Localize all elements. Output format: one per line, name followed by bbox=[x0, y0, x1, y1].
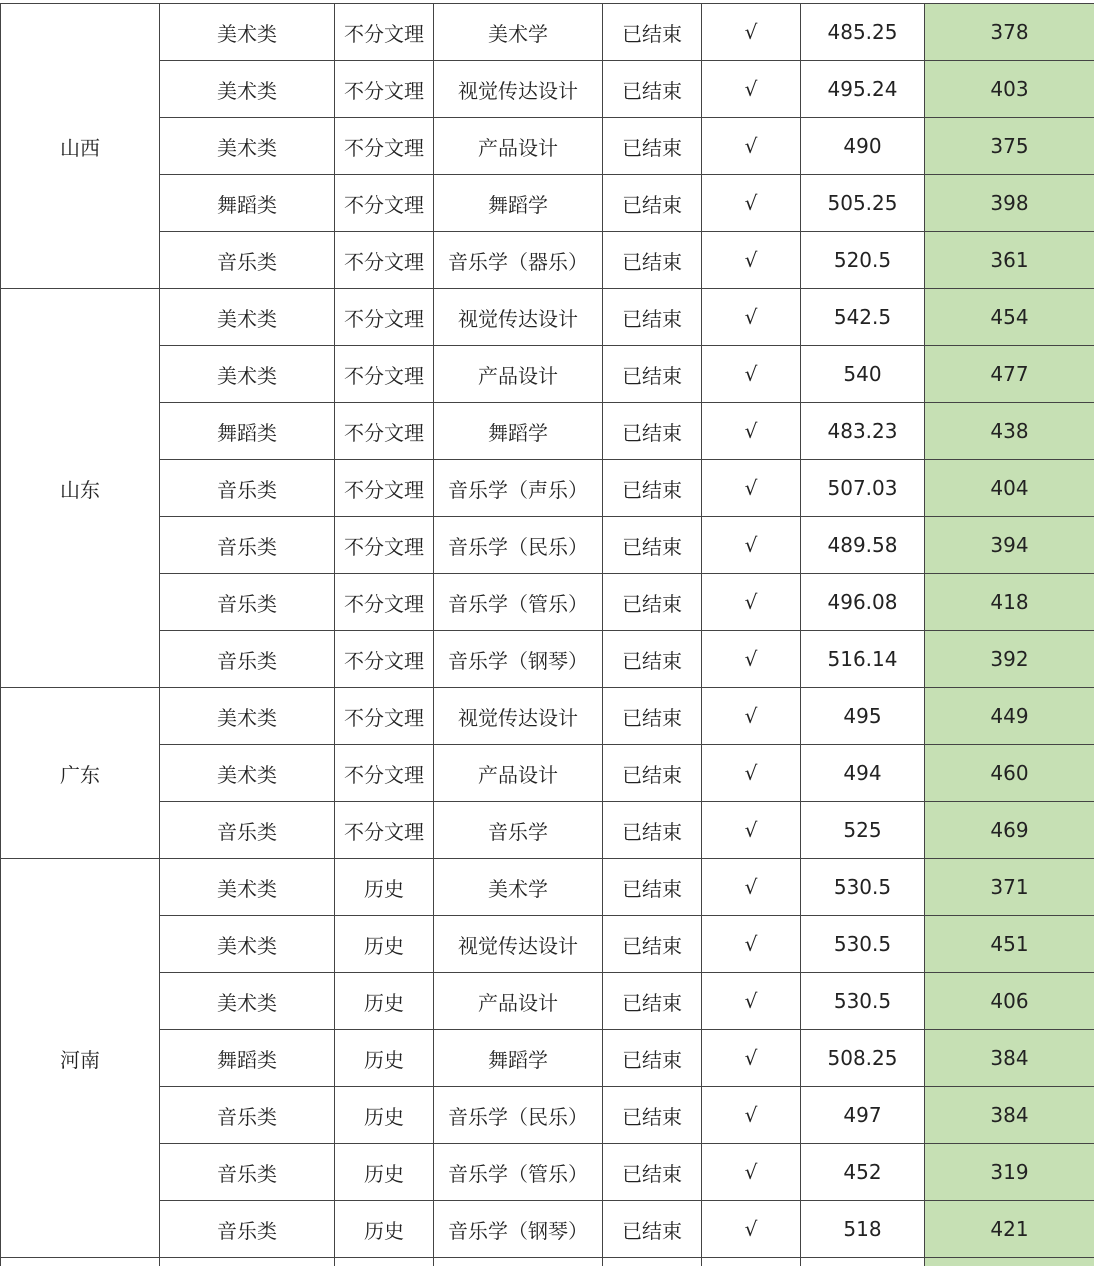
major-cell: 产品设计 bbox=[434, 973, 603, 1030]
table-row bbox=[1, 688, 1094, 745]
subject-cell: 不分文理 bbox=[335, 745, 434, 802]
table-row bbox=[1, 403, 1094, 460]
subject-cell: 不分文理 bbox=[335, 61, 434, 118]
category-cell: 音乐类 bbox=[160, 1087, 335, 1144]
status-cell: 已结束 bbox=[603, 745, 702, 802]
province-cell: 山东 bbox=[1, 289, 160, 688]
value-cell: 483.23 bbox=[801, 403, 925, 460]
category-cell: 美术类 bbox=[160, 973, 335, 1030]
category-cell: 美术类 bbox=[160, 916, 335, 973]
major-cell: 音乐学（声乐） bbox=[434, 460, 603, 517]
check-cell: √ bbox=[702, 175, 801, 232]
category-cell: 音乐类 bbox=[160, 631, 335, 688]
check-cell: √ bbox=[702, 973, 801, 1030]
status-cell: 已结束 bbox=[603, 973, 702, 1030]
score-cell: 438 bbox=[925, 403, 1094, 460]
major-cell: 产品设计 bbox=[434, 346, 603, 403]
check-cell: √ bbox=[702, 4, 801, 61]
major-cell: 视觉传达设计 bbox=[434, 916, 603, 973]
status-cell: 已结束 bbox=[603, 118, 702, 175]
value-cell: 490 bbox=[801, 118, 925, 175]
major-cell: 音乐学 bbox=[434, 802, 603, 859]
score-cell: 384 bbox=[925, 1087, 1094, 1144]
check-cell: √ bbox=[702, 859, 801, 916]
score-cell: 404 bbox=[925, 460, 1094, 517]
table-row bbox=[1, 631, 1094, 688]
major-cell: 视觉传达设计 bbox=[434, 289, 603, 346]
subject-cell: 不分文理 bbox=[335, 346, 434, 403]
category-cell: 美术类 bbox=[160, 118, 335, 175]
major-cell: 产品设计 bbox=[434, 118, 603, 175]
province-cell: 山西 bbox=[1, 4, 160, 289]
table-row bbox=[1, 1030, 1094, 1087]
subject-cell: 不分文理 bbox=[335, 460, 434, 517]
score-cell: 406 bbox=[925, 973, 1094, 1030]
value-cell: 485.25 bbox=[801, 4, 925, 61]
major-cell: 产品设计 bbox=[434, 745, 603, 802]
check-cell: √ bbox=[702, 688, 801, 745]
score-table bbox=[0, 3, 1094, 1266]
subject-cell: 不分文理 bbox=[335, 688, 434, 745]
check-cell: √ bbox=[702, 745, 801, 802]
score-cell: 371 bbox=[925, 859, 1094, 916]
table-row bbox=[1, 859, 1094, 916]
category-cell: 美术类 bbox=[160, 61, 335, 118]
check-cell: √ bbox=[702, 574, 801, 631]
score-cell: 361 bbox=[925, 232, 1094, 289]
major-cell: 舞蹈学 bbox=[434, 175, 603, 232]
value-cell: 505.25 bbox=[801, 175, 925, 232]
province-cell: 河南 bbox=[1, 859, 160, 1258]
value-cell: 542.5 bbox=[801, 289, 925, 346]
table-row bbox=[1, 574, 1094, 631]
status-cell: 已结束 bbox=[603, 232, 702, 289]
check-cell: √ bbox=[702, 631, 801, 688]
score-cell: 460 bbox=[925, 745, 1094, 802]
status-cell: 已结束 bbox=[603, 346, 702, 403]
score-cell: 384 bbox=[925, 1030, 1094, 1087]
category-cell: 音乐类 bbox=[160, 1144, 335, 1201]
subject-cell: 历史 bbox=[335, 916, 434, 973]
status-cell: 已结束 bbox=[603, 1201, 702, 1258]
category-cell: 音乐类 bbox=[160, 460, 335, 517]
category-cell: 舞蹈类 bbox=[160, 1030, 335, 1087]
table-row bbox=[1, 1144, 1094, 1201]
check-cell: √ bbox=[702, 1030, 801, 1087]
check-cell: √ bbox=[702, 403, 801, 460]
table-row bbox=[1, 346, 1094, 403]
check-cell: √ bbox=[702, 61, 801, 118]
subject-cell: 历史 bbox=[335, 973, 434, 1030]
category-cell: 音乐类 bbox=[160, 517, 335, 574]
score-cell: 375 bbox=[925, 118, 1094, 175]
score-cell: 394 bbox=[925, 517, 1094, 574]
status-cell: 已结束 bbox=[603, 289, 702, 346]
major-cell: 音乐学（钢琴） bbox=[434, 1201, 603, 1258]
status-cell: 已结束 bbox=[603, 460, 702, 517]
major-cell: 音乐学（民乐） bbox=[434, 1087, 603, 1144]
status-cell: 已结束 bbox=[603, 4, 702, 61]
major-cell: 美术学 bbox=[434, 4, 603, 61]
check-cell: √ bbox=[702, 916, 801, 973]
subject-cell: 不分文理 bbox=[335, 118, 434, 175]
value-cell: 518 bbox=[801, 1201, 925, 1258]
status-cell: 已结束 bbox=[603, 1030, 702, 1087]
table-body bbox=[1, 4, 1094, 1266]
table-row bbox=[1, 61, 1094, 118]
value-cell: 452 bbox=[801, 1144, 925, 1201]
table-row bbox=[1, 118, 1094, 175]
subject-cell: 历史 bbox=[335, 1201, 434, 1258]
major-cell: 视觉传达设计 bbox=[434, 688, 603, 745]
table-row bbox=[1, 745, 1094, 802]
value-cell: 496.08 bbox=[801, 574, 925, 631]
score-cell: 319 bbox=[925, 1144, 1094, 1201]
value-cell: 540 bbox=[801, 346, 925, 403]
category-cell: 音乐类 bbox=[160, 232, 335, 289]
value-cell: 494 bbox=[801, 745, 925, 802]
check-cell: √ bbox=[702, 1087, 801, 1144]
category-cell: 音乐类 bbox=[160, 1201, 335, 1258]
status-cell: 已结束 bbox=[603, 1144, 702, 1201]
major-cell: 音乐学（器乐） bbox=[434, 232, 603, 289]
score-cell: 421 bbox=[925, 1201, 1094, 1258]
status-cell: 已结束 bbox=[603, 631, 702, 688]
score-cell: 469 bbox=[925, 802, 1094, 859]
check-cell: √ bbox=[702, 1201, 801, 1258]
value-cell: 489.58 bbox=[801, 517, 925, 574]
major-cell: 视觉传达设计 bbox=[434, 61, 603, 118]
category-cell: 美术类 bbox=[160, 289, 335, 346]
value-cell: 495.24 bbox=[801, 61, 925, 118]
value-cell: 520.5 bbox=[801, 232, 925, 289]
subject-cell: 历史 bbox=[335, 1144, 434, 1201]
score-cell: 418 bbox=[925, 574, 1094, 631]
status-cell: 已结束 bbox=[603, 916, 702, 973]
subject-cell: 历史 bbox=[335, 859, 434, 916]
subject-cell: 不分文理 bbox=[335, 802, 434, 859]
table-row bbox=[1, 175, 1094, 232]
status-cell: 已结束 bbox=[603, 574, 702, 631]
score-cell: 403 bbox=[925, 61, 1094, 118]
check-cell: √ bbox=[702, 517, 801, 574]
value-cell: 497 bbox=[801, 1087, 925, 1144]
value-cell: 507.03 bbox=[801, 460, 925, 517]
category-cell: 美术类 bbox=[160, 859, 335, 916]
value-cell: 495 bbox=[801, 688, 925, 745]
major-cell: 音乐学（民乐） bbox=[434, 517, 603, 574]
score-cell: 392 bbox=[925, 631, 1094, 688]
score-cell: 454 bbox=[925, 289, 1094, 346]
status-cell: 已结束 bbox=[603, 802, 702, 859]
major-cell: 美术学 bbox=[434, 859, 603, 916]
table-row bbox=[1, 973, 1094, 1030]
score-cell: 449 bbox=[925, 688, 1094, 745]
status-cell: 已结束 bbox=[603, 1087, 702, 1144]
score-cell: 378 bbox=[925, 4, 1094, 61]
subject-cell: 不分文理 bbox=[335, 232, 434, 289]
value-cell: 516.14 bbox=[801, 631, 925, 688]
subject-cell: 不分文理 bbox=[335, 574, 434, 631]
table-row bbox=[1, 1201, 1094, 1258]
table-row bbox=[1, 289, 1094, 346]
category-cell: 美术类 bbox=[160, 745, 335, 802]
category-cell: 舞蹈类 bbox=[160, 175, 335, 232]
category-cell: 音乐类 bbox=[160, 574, 335, 631]
subject-cell: 不分文理 bbox=[335, 631, 434, 688]
category-cell: 美术类 bbox=[160, 688, 335, 745]
check-cell: √ bbox=[702, 460, 801, 517]
check-cell: √ bbox=[702, 802, 801, 859]
value-cell: 530.5 bbox=[801, 859, 925, 916]
category-cell: 音乐类 bbox=[160, 802, 335, 859]
status-cell: 已结束 bbox=[603, 688, 702, 745]
score-cell: 398 bbox=[925, 175, 1094, 232]
check-cell: √ bbox=[702, 118, 801, 175]
table-row bbox=[1, 802, 1094, 859]
category-cell: 舞蹈类 bbox=[160, 403, 335, 460]
table-row bbox=[1, 4, 1094, 61]
status-cell: 已结束 bbox=[603, 859, 702, 916]
status-cell: 已结束 bbox=[603, 403, 702, 460]
table-row bbox=[1, 460, 1094, 517]
status-cell: 已结束 bbox=[603, 175, 702, 232]
major-cell: 音乐学（钢琴） bbox=[434, 631, 603, 688]
status-cell: 已结束 bbox=[603, 517, 702, 574]
province-cell: 广东 bbox=[1, 688, 160, 859]
value-cell: 530.5 bbox=[801, 916, 925, 973]
check-cell: √ bbox=[702, 232, 801, 289]
major-cell: 音乐学（管乐） bbox=[434, 1144, 603, 1201]
subject-cell: 历史 bbox=[335, 1030, 434, 1087]
subject-cell: 历史 bbox=[335, 1087, 434, 1144]
value-cell: 508.25 bbox=[801, 1030, 925, 1087]
check-cell: √ bbox=[702, 1144, 801, 1201]
subject-cell: 不分文理 bbox=[335, 517, 434, 574]
score-cell: 451 bbox=[925, 916, 1094, 973]
subject-cell: 不分文理 bbox=[335, 175, 434, 232]
table-row bbox=[1, 1087, 1094, 1144]
subject-cell: 不分文理 bbox=[335, 403, 434, 460]
check-cell: √ bbox=[702, 346, 801, 403]
major-cell: 音乐学（管乐） bbox=[434, 574, 603, 631]
subject-cell: 不分文理 bbox=[335, 289, 434, 346]
table-row bbox=[1, 916, 1094, 973]
category-cell: 美术类 bbox=[160, 346, 335, 403]
category-cell: 美术类 bbox=[160, 4, 335, 61]
major-cell: 舞蹈学 bbox=[434, 403, 603, 460]
table-row bbox=[1, 232, 1094, 289]
table-row bbox=[1, 517, 1094, 574]
value-cell: 530.5 bbox=[801, 973, 925, 1030]
check-cell: √ bbox=[702, 289, 801, 346]
subject-cell: 不分文理 bbox=[335, 4, 434, 61]
status-cell: 已结束 bbox=[603, 61, 702, 118]
major-cell: 舞蹈学 bbox=[434, 1030, 603, 1087]
value-cell: 525 bbox=[801, 802, 925, 859]
score-cell: 477 bbox=[925, 346, 1094, 403]
